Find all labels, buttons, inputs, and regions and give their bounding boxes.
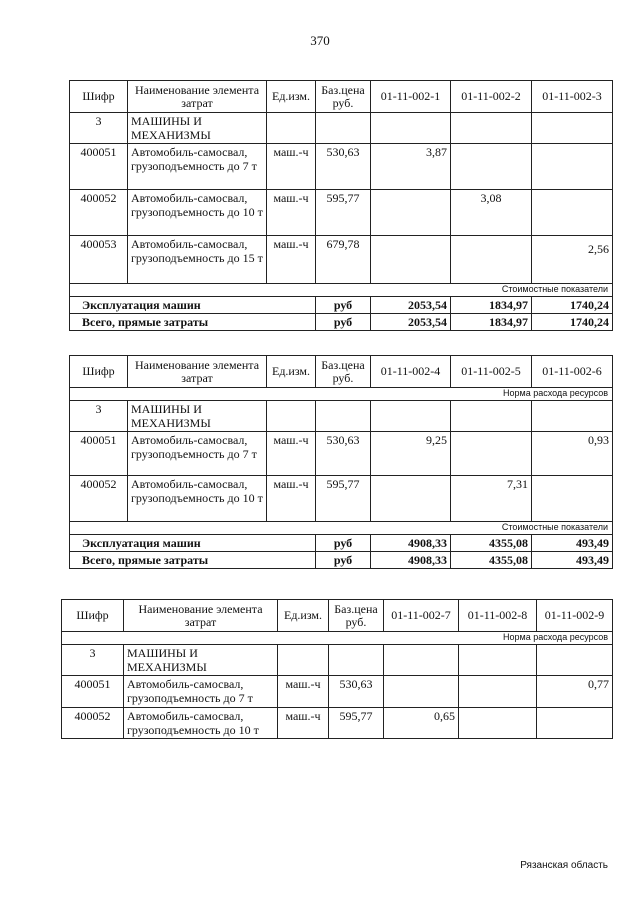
section-title: МАШИНЫ И МЕХАНИЗМЫ <box>124 645 278 676</box>
header-unit: Ед.изм. <box>278 600 329 632</box>
resource-price: 530,63 <box>316 432 371 476</box>
resource-value: 7,31 <box>451 476 532 522</box>
header-name: Наименование элемента затрат <box>128 356 267 388</box>
header-column: 01-11-002-3 <box>532 81 613 113</box>
resource-value: 9,25 <box>371 432 451 476</box>
table-row <box>70 236 613 284</box>
header-name: Наименование элемента затрат <box>124 600 278 632</box>
total-value: 1740,24 <box>532 297 613 314</box>
norm-note: Норма расхода ресурсов <box>62 632 613 645</box>
header-unit: Ед.изм. <box>267 356 316 388</box>
total-unit: руб <box>316 535 371 552</box>
total-row <box>70 314 613 331</box>
empty-cell <box>278 645 329 676</box>
section-code: 3 <box>62 645 124 676</box>
empty-cell <box>371 113 451 144</box>
table-row <box>62 708 613 739</box>
estimate-table-1 <box>69 80 613 331</box>
resource-price: 530,63 <box>329 676 384 708</box>
estimate-table-2 <box>69 355 613 569</box>
header-code: Шифр <box>62 600 124 632</box>
resource-value: 0,65 <box>384 708 459 739</box>
table-row <box>70 432 613 476</box>
region-footer: Рязанская область <box>520 860 608 871</box>
resource-name: Автомобиль-самосвал, грузоподъемность до 15 т <box>128 236 267 284</box>
resource-code: 400053 <box>70 236 128 284</box>
resource-code: 400052 <box>70 476 128 522</box>
total-value: 2053,54 <box>371 314 451 331</box>
resource-price: 595,77 <box>316 190 371 236</box>
total-value: 1740,24 <box>532 314 613 331</box>
resource-unit: маш.-ч <box>278 708 329 739</box>
total-unit: руб <box>316 314 371 331</box>
norm-note: Норма расхода ресурсов <box>70 388 613 401</box>
resource-name: Автомобиль-самосвал, грузоподъемность до 7 т <box>124 676 278 708</box>
header-price: Баз.цена руб. <box>329 600 384 632</box>
resource-price: 679,78 <box>316 236 371 284</box>
header-unit: Ед.изм. <box>267 81 316 113</box>
empty-cell <box>451 401 532 432</box>
resource-name: Автомобиль-самосвал, грузоподъемность до 10 т <box>124 708 278 739</box>
resource-unit: маш.-ч <box>267 144 316 190</box>
resource-value <box>532 190 613 236</box>
resource-value: 0,93 <box>532 432 613 476</box>
resource-value <box>459 708 537 739</box>
resource-value: 0,77 <box>537 676 613 708</box>
total-label: Эксплуатация машин <box>70 535 316 552</box>
resource-unit: маш.-ч <box>267 190 316 236</box>
total-row <box>70 297 613 314</box>
table-row <box>70 144 613 190</box>
total-value: 4355,08 <box>451 535 532 552</box>
resource-value <box>451 236 532 284</box>
resource-value <box>537 708 613 739</box>
table-header-row <box>70 81 613 113</box>
table-row <box>70 190 613 236</box>
resource-value <box>371 236 451 284</box>
resource-unit: маш.-ч <box>267 236 316 284</box>
total-label: Всего, прямые затраты <box>70 314 316 331</box>
resource-value <box>371 476 451 522</box>
table-header-row <box>62 600 613 632</box>
resource-name: Автомобиль-самосвал, грузоподъемность до 10 т <box>128 476 267 522</box>
empty-cell <box>532 113 613 144</box>
norm-note-row <box>70 388 613 401</box>
resource-code: 400051 <box>62 676 124 708</box>
empty-cell <box>267 401 316 432</box>
resource-value <box>459 676 537 708</box>
table-row <box>70 476 613 522</box>
resource-unit: маш.-ч <box>267 476 316 522</box>
section-code: 3 <box>70 401 128 432</box>
section-row <box>70 401 613 432</box>
empty-cell <box>537 645 613 676</box>
header-column: 01-11-002-8 <box>459 600 537 632</box>
resource-name: Автомобиль-самосвал, грузоподъемность до 7 т <box>128 144 267 190</box>
empty-cell <box>459 645 537 676</box>
header-column: 01-11-002-2 <box>451 81 532 113</box>
section-row <box>62 645 613 676</box>
header-price: Баз.цена руб. <box>316 81 371 113</box>
total-value: 2053,54 <box>371 297 451 314</box>
total-value: 1834,97 <box>451 314 532 331</box>
total-label: Всего, прямые затраты <box>70 552 316 569</box>
empty-cell <box>532 401 613 432</box>
header-column: 01-11-002-7 <box>384 600 459 632</box>
cost-note: Стоимостные показатели <box>70 522 613 535</box>
header-name: Наименование элемента затрат <box>128 81 267 113</box>
resource-code: 400051 <box>70 144 128 190</box>
resource-value <box>532 476 613 522</box>
total-value: 1834,97 <box>451 297 532 314</box>
empty-cell <box>316 113 371 144</box>
header-column: 01-11-002-6 <box>532 356 613 388</box>
resource-code: 400052 <box>70 190 128 236</box>
resource-name: Автомобиль-самосвал, грузоподъемность до 10 т <box>128 190 267 236</box>
resource-value <box>451 432 532 476</box>
norm-note-row <box>62 632 613 645</box>
resource-value: 3,87 <box>371 144 451 190</box>
empty-cell <box>316 401 371 432</box>
table-header-row <box>70 356 613 388</box>
total-unit: руб <box>316 297 371 314</box>
resource-value <box>451 144 532 190</box>
empty-cell <box>371 401 451 432</box>
cost-note-row <box>70 284 613 297</box>
cost-note: Стоимостные показатели <box>70 284 613 297</box>
resource-name: Автомобиль-самосвал, грузоподъемность до 7 т <box>128 432 267 476</box>
total-value: 4908,33 <box>371 535 451 552</box>
resource-code: 400052 <box>62 708 124 739</box>
table-row <box>62 676 613 708</box>
header-code: Шифр <box>70 356 128 388</box>
resource-unit: маш.-ч <box>278 676 329 708</box>
total-row <box>70 552 613 569</box>
total-row <box>70 535 613 552</box>
resource-price: 595,77 <box>316 476 371 522</box>
header-column: 01-11-002-1 <box>371 81 451 113</box>
empty-cell <box>451 113 532 144</box>
header-column: 01-11-002-5 <box>451 356 532 388</box>
section-code: 3 <box>70 113 128 144</box>
resource-value <box>532 144 613 190</box>
section-row <box>70 113 613 144</box>
resource-value <box>384 676 459 708</box>
page-number: 370 <box>310 33 330 48</box>
section-title: МАШИНЫ И МЕХАНИЗМЫ <box>128 401 267 432</box>
total-value: 4908,33 <box>371 552 451 569</box>
resource-code: 400051 <box>70 432 128 476</box>
resource-unit: маш.-ч <box>267 432 316 476</box>
total-value: 493,49 <box>532 535 613 552</box>
empty-cell <box>267 113 316 144</box>
resource-price: 595,77 <box>329 708 384 739</box>
total-label: Эксплуатация машин <box>70 297 316 314</box>
resource-value: 3,08 <box>451 190 532 236</box>
empty-cell <box>384 645 459 676</box>
header-column: 01-11-002-9 <box>537 600 613 632</box>
header-column: 01-11-002-4 <box>371 356 451 388</box>
resource-value <box>371 190 451 236</box>
total-unit: руб <box>316 552 371 569</box>
header-price: Баз.цена руб. <box>316 356 371 388</box>
resource-price: 530,63 <box>316 144 371 190</box>
section-title: МАШИНЫ И МЕХАНИЗМЫ <box>128 113 267 144</box>
cost-note-row <box>70 522 613 535</box>
empty-cell <box>329 645 384 676</box>
total-value: 4355,08 <box>451 552 532 569</box>
resource-value: 2,56 <box>532 236 613 284</box>
total-value: 493,49 <box>532 552 613 569</box>
header-code: Шифр <box>70 81 128 113</box>
estimate-table-3 <box>61 599 613 739</box>
